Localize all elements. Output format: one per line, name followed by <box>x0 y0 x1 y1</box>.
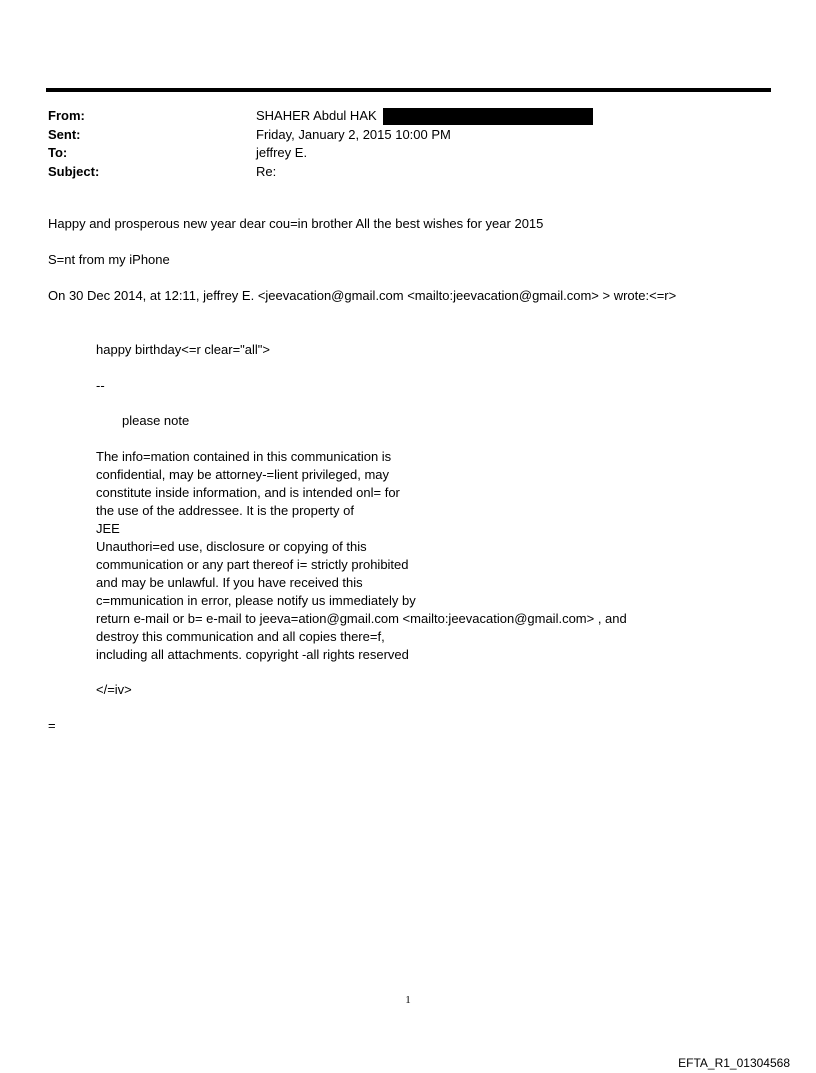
disclaimer-line: return e-mail or b= e-mail to jeeva=ation@gmail.com <mailto:jeevacation@gmail.com> , and <box>96 611 627 626</box>
header-divider <box>46 88 771 92</box>
redaction-box <box>383 108 593 125</box>
sent-label: Sent: <box>48 126 81 142</box>
disclaimer-line: communication or any part thereof i= strictly prohibited <box>96 557 409 572</box>
page-number: 1 <box>405 994 411 1006</box>
disclaimer-line: the use of the addressee. It is the property of <box>96 503 354 518</box>
disclaimer-line: destroy this communication and all copies there=f, <box>96 629 385 644</box>
closing-tag: </=iv> <box>96 682 132 697</box>
disclaimer-line: The info=mation contained in this communication is <box>96 449 392 464</box>
subject-label: Subject: <box>48 163 100 179</box>
quoted-note: please note <box>122 413 190 428</box>
email-header <box>48 107 593 181</box>
disclaimer-line: Unauthori=ed use, disclosure or copying of this <box>96 539 367 554</box>
to-row <box>48 144 593 163</box>
disclaimer-line: c=mmunication in error, please notify us immediately by <box>96 593 416 608</box>
to-label: To: <box>48 145 68 160</box>
quoted-message: happy birthday<=r clear="all"> <box>96 342 271 357</box>
sent-row <box>48 126 593 145</box>
from-value: SHAHER Abdul HAK <box>256 108 377 123</box>
to-value: jeffrey E. <box>256 145 308 160</box>
quote-intro: On 30 Dec 2014, at 12:11, jeffrey E. <jeevacation@gmail.com <mailto:jeevacation@gmail.com> > wrote:<=r> <box>48 288 677 303</box>
greeting-text: Happy and prosperous new year dear cou=in brother All the best wishes for year 2015 <box>48 216 544 231</box>
disclaimer-line: constitute inside information, and is intended onl= for <box>96 485 400 500</box>
confidentiality-disclaimer <box>96 448 627 664</box>
trailing-marker: = <box>48 718 56 733</box>
from-row <box>48 107 593 126</box>
quoted-separator: -- <box>96 378 105 393</box>
signature-text: S=nt from my iPhone <box>48 252 170 267</box>
sent-value: Friday, January 2, 2015 10:00 PM <box>256 126 451 142</box>
disclaimer-line: confidential, may be attorney-=lient privileged, may <box>96 467 390 482</box>
subject-row <box>48 163 593 182</box>
disclaimer-line: including all attachments. copyright -all rights reserved <box>96 647 409 662</box>
from-label: From: <box>48 108 85 123</box>
disclaimer-line: and may be unlawful. If you have received this <box>96 575 363 590</box>
disclaimer-line: JEE <box>96 521 120 536</box>
subject-value: Re: <box>256 163 277 179</box>
bates-number: EFTA_R1_01304568 <box>678 1056 790 1070</box>
